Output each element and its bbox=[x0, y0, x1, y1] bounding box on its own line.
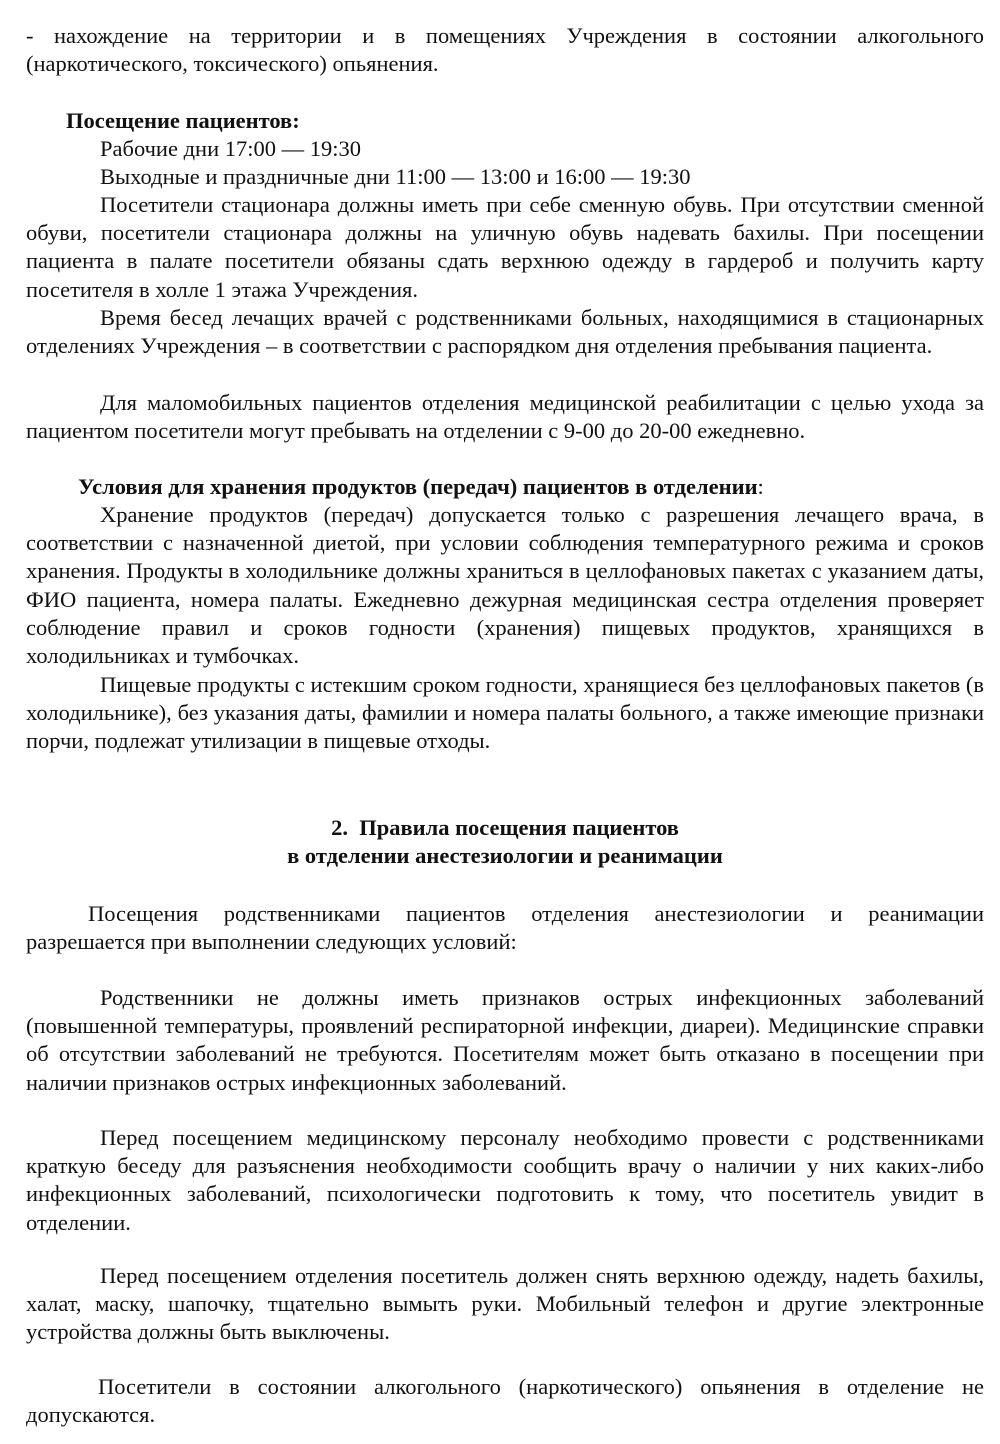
visits-paragraph-doctors: Время бесед лечащих врачей с родственниками больных, находящимися в стационарных отделениях Учреждения – в соответствии с распорядком дня отделения пребывания пациента. bbox=[26, 305, 984, 359]
section2-paragraph-briefing: Перед посещением медицинскому персоналу необходимо провести с родственниками краткую беседу для разъяснения необходимости сообщить врачу о наличии у них каких-либо инфекционных заболеваний, психологически подготовить к тому, что посетитель увидит в отделении. bbox=[26, 1125, 984, 1235]
visits-heading: Посещение пациентов: bbox=[66, 108, 300, 133]
section2-intro: Посещения родственниками пациентов отделения анестезиологии и реанимации разрешается при выполнении следующих условий: bbox=[26, 901, 984, 955]
storage-paragraph-expired: Пищевые продукты с истекшим сроком годности, хранящиеся без целлофановых пакетов (в холодильнике), без указания даты, фамилии и номера палаты больного, а также имеющие признаки порчи, подлежат утилизации в пищевые отходы. bbox=[26, 672, 984, 754]
section2-number: 2. bbox=[331, 815, 348, 840]
visits-paragraph-footwear: Посетители стационара должны иметь при себе сменную обувь. При отсутствии сменной обуви, посетители стационара должны на уличную обувь надевать бахилы. При посещении пациента в палате посетители обязаны сдать верхнюю одежду в гардероб и получить карту посетителя в холле 1 этажа Учреждения. bbox=[26, 192, 984, 302]
storage-paragraph-rules: Хранение продуктов (передач) допускается только с разрешения лечащего врача, в соответствии с назначенной диетой, при условии соблюдения температурного режима и сроков хранения. Продукты в холодильнике должны храниться в целлофановых пакетах с указанием даты, ФИО пациента, номера палаты. Ежедневно дежурная медицинская сестра отделения проверяет соблюдение правил и сроков годности (хранения) пищевых продуктов, хранящихся в холодильниках и тумбочках. bbox=[26, 502, 984, 669]
section2-title-line1 bbox=[26, 814, 984, 842]
intro-paragraph: - нахождение на территории и в помещениях Учреждения в состоянии алкогольного (наркотического, токсического) опьянения. bbox=[26, 23, 984, 77]
visits-weekdays: Рабочие дни 17:00 — 19:30 bbox=[100, 136, 361, 161]
section2-title-line2: в отделении анестезиологии и реанимации bbox=[287, 843, 723, 868]
section2-paragraph-preparation: Перед посещением отделения посетитель должен снять верхнюю одежду, надеть бахилы, халат, маску, шапочку, тщательно вымыть руки. Мобильный телефон и другие электронные устройства должны быть выключены. bbox=[26, 1263, 984, 1345]
visits-paragraph-rehab: Для маломобильных пациентов отделения медицинской реабилитации с целью ухода за пациентом посетители могут пребывать на отделении с 9-00 до 20-00 ежедневно. bbox=[26, 390, 984, 444]
section2-paragraph-intoxication: Посетители в состоянии алкогольного (наркотического) опьянения в отделение не допускаются. bbox=[26, 1374, 984, 1428]
visits-weekends: Выходные и праздничные дни 11:00 — 13:00 и 16:00 — 19:30 bbox=[100, 164, 691, 189]
section2-paragraph-infections: Родственники не должны иметь признаков острых инфекционных заболеваний (повышенной температуры, проявлений респираторной инфекции, диареи). Медицинские справки об отсутствии заболеваний не требуются. Посетителям может быть отказано в посещении при наличии признаков острых инфекционных заболеваний. bbox=[26, 985, 984, 1095]
section2-title-text: Правила посещения пациентов bbox=[359, 815, 679, 840]
storage-heading bbox=[78, 473, 764, 501]
storage-heading-colon: : bbox=[757, 474, 764, 499]
storage-heading-text: Условия для хранения продуктов (передач) пациентов в отделении bbox=[78, 474, 758, 499]
